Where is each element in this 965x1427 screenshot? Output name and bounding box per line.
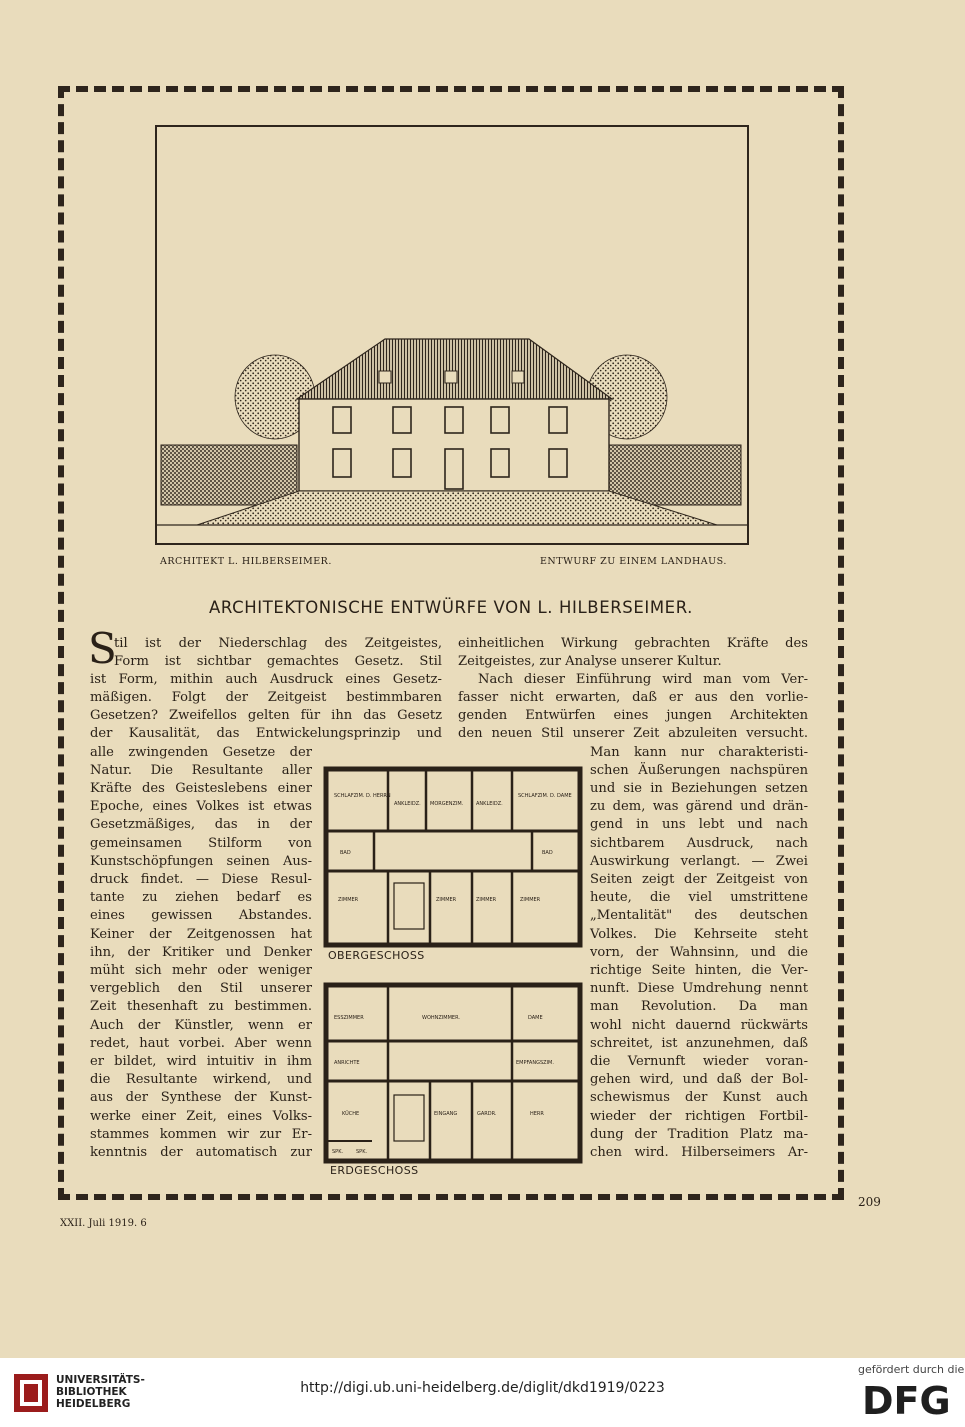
room-label: ANKLEIDZ.: [394, 801, 421, 807]
text-line: schen Äußerungen nachspüren: [590, 763, 808, 778]
room-label: GARDR.: [477, 1111, 497, 1117]
room-label: ESSZIMMER: [334, 1015, 364, 1021]
room-label: ANRICHTE: [334, 1060, 360, 1066]
house-drawing: [157, 127, 747, 543]
library-line: UNIVERSITÄTS-: [56, 1374, 145, 1386]
text-line: chen wird. Hilberseimers Ar-: [590, 1145, 808, 1160]
room-label: BAD: [340, 850, 351, 856]
dfg-logo-text: DFG: [862, 1380, 951, 1420]
text-line: Kräfte des Geisteslebens einer: [90, 781, 312, 796]
text-line: vorn, der Wahnsinn, und die: [590, 945, 808, 960]
text-line: schreitet, ist anzunehmen, daß: [590, 1036, 808, 1051]
text-line: Gesetzmäßiges, das in der: [90, 817, 312, 832]
room-label: ZIMMER: [338, 897, 359, 903]
room-label: ZIMMER: [476, 897, 497, 903]
page-number: 209: [858, 1195, 881, 1209]
text-line: die Resultante wirkend, und: [90, 1072, 312, 1087]
text-line: Auch der Künstler, wenn er: [90, 1018, 312, 1033]
room-label: EINGANG: [434, 1111, 458, 1117]
text-line: und sie in Beziehungen setzen: [590, 781, 808, 796]
text-line: Gesetzen? Zweifellos gelten für ihn das Gesetz: [90, 708, 442, 723]
room-label: SPK.: [356, 1149, 368, 1155]
text-line: ist Form, mithin auch Ausdruck eines Gesetz-: [90, 672, 442, 687]
illustration-caption-right: ENTWURF ZU EINEM LANDHAUS.: [540, 556, 727, 567]
text-line: Epoche, eines Volkes ist etwas: [90, 799, 312, 814]
text-line: kenntnis der automatisch zur: [90, 1145, 312, 1160]
text-line: aus der Synthese der Kunst-: [90, 1090, 312, 1105]
room-label: SCHLAFZIM. D. DAME: [518, 793, 572, 799]
text-line: ihn, der Kritiker und Denker: [90, 945, 312, 960]
illustration-caption-left: ARCHITEKT L. HILBERSEIMER.: [160, 556, 332, 567]
upper-floor-label: OBERGESCHOSS: [328, 949, 425, 962]
text-line: der Kausalität, das Entwickelungsprinzip und: [90, 726, 442, 741]
text-line: stammes kommen wir zur Er-: [90, 1127, 312, 1142]
source-url-link[interactable]: http://digi.ub.uni-heidelberg.de/diglit/dkd1919/0223: [300, 1380, 665, 1396]
room-label: ZIMMER: [436, 897, 457, 903]
text-line: er bildet, wird intuitiv in ihm: [90, 1054, 312, 1069]
text-line: sichtbarem Ausdruck, nach: [590, 836, 808, 851]
room-label: ANKLEIDZ.: [476, 801, 503, 807]
text-line: Natur. Die Resultante aller: [90, 763, 312, 778]
text-line: Kunstschöpfungen seinen Aus-: [90, 854, 312, 869]
text-line: vergeblich den Stil unserer: [90, 981, 312, 996]
room-label: ZIMMER: [520, 897, 541, 903]
text-line: gemeinsamen Stilform von: [90, 836, 312, 851]
text-line: Form ist sichtbar gemachtes Gesetz. Stil: [114, 654, 442, 669]
funding-note: gefördert durch die: [858, 1363, 965, 1376]
article-title: ARCHITEKTONISCHE ENTWÜRFE VON L. HILBERSEIMER.: [208, 598, 694, 617]
text-line: dung der Tradition Platz ma-: [590, 1127, 808, 1142]
text-line: gend in uns lebt und nach: [590, 817, 808, 832]
text-line: Zeitgeistes, zur Analyse unserer Kultur.: [458, 654, 722, 669]
text-line: schewismus der Kunst auch: [590, 1090, 808, 1105]
text-line: den neuen Stil unserer Zeit abzuleiten versucht.: [458, 726, 808, 741]
text-line: druck findet. — Diese Resul-: [90, 872, 312, 887]
room-label: DAME: [528, 1015, 543, 1021]
text-line: zu dem, was gärend und drän-: [590, 799, 808, 814]
text-line: tante zu ziehen bedarf es: [90, 890, 312, 905]
room-label: KÜCHE: [342, 1111, 360, 1117]
dfg-logo: [862, 1380, 954, 1424]
text-line: Seiten zeigt der Zeitgeist von: [590, 872, 808, 887]
text-line: Zeit thesenhaft zu bestimmen.: [90, 999, 312, 1014]
text-line: man Revolution. Da man: [590, 999, 808, 1014]
text-line: einheitlichen Wirkung gebrachten Kräfte des: [458, 636, 808, 651]
text-line: wohl nicht dauernd rückwärts: [590, 1018, 808, 1033]
library-line: HEIDELBERG: [56, 1398, 131, 1410]
text-line: „Mentalität" des deutschen: [590, 908, 808, 923]
floor-plan-drawing: [322, 765, 584, 1185]
room-label: WOHNZIMMER.: [422, 1015, 460, 1021]
room-label: EMPFANGSZIM.: [516, 1060, 554, 1066]
library-line: BIBLIOTHEK: [56, 1386, 127, 1398]
digitization-footer: [0, 1358, 965, 1427]
text-line: genden Entwürfen eines jungen Architekten: [458, 708, 808, 723]
text-line: til ist der Niederschlag des Zeitgeistes,: [114, 636, 442, 651]
room-label: HERR: [530, 1111, 544, 1117]
issue-line: XXII. Juli 1919. 6: [60, 1218, 147, 1229]
room-label: BAD: [542, 850, 553, 856]
text-line: redet, haut vorbei. Aber wenn: [90, 1036, 312, 1051]
text-line: Keiner der Zeitgenossen hat: [90, 927, 312, 942]
landhaus-illustration: [155, 125, 749, 545]
room-label: SPK.: [332, 1149, 344, 1155]
text-line: müht sich mehr oder weniger: [90, 963, 312, 978]
text-line: werke einer Zeit, eines Volks-: [90, 1109, 312, 1124]
text-line: wieder der richtigen Fortbil-: [590, 1109, 808, 1124]
text-line: Volkes. Die Kehrseite steht: [590, 927, 808, 942]
text-line: Auswirkung verlangt. — Zwei: [590, 854, 808, 869]
text-line: fasser nicht erwarten, daß er aus den vorlie-: [458, 690, 808, 705]
text-line: heute, die viel umstrittene: [590, 890, 808, 905]
text-line: Man kann nur charakteristi-: [590, 745, 808, 760]
text-line: die Vernunft wieder voran-: [590, 1054, 808, 1069]
text-line: Nach dieser Einführung wird man vom Ver-: [478, 672, 808, 687]
ground-floor-label: ERDGESCHOSS: [330, 1164, 419, 1177]
text-line: gehen wird, und daß der Bol-: [590, 1072, 808, 1087]
room-label: SCHLAFZIM. D. HERRN: [334, 793, 391, 799]
text-line: nunft. Diese Umdrehung nennt: [590, 981, 808, 996]
text-line: mäßigen. Folgt der Zeitgeist bestimmbaren: [90, 690, 442, 705]
floor-plans: [322, 765, 584, 1189]
text-line: eines gewissen Abstandes.: [90, 908, 312, 923]
room-label: MORGENZIM.: [430, 801, 464, 807]
text-line: alle zwingenden Gesetze der: [90, 745, 312, 760]
text-line: richtige Seite hinten, die Ver-: [590, 963, 808, 978]
drop-cap: S: [88, 624, 117, 673]
